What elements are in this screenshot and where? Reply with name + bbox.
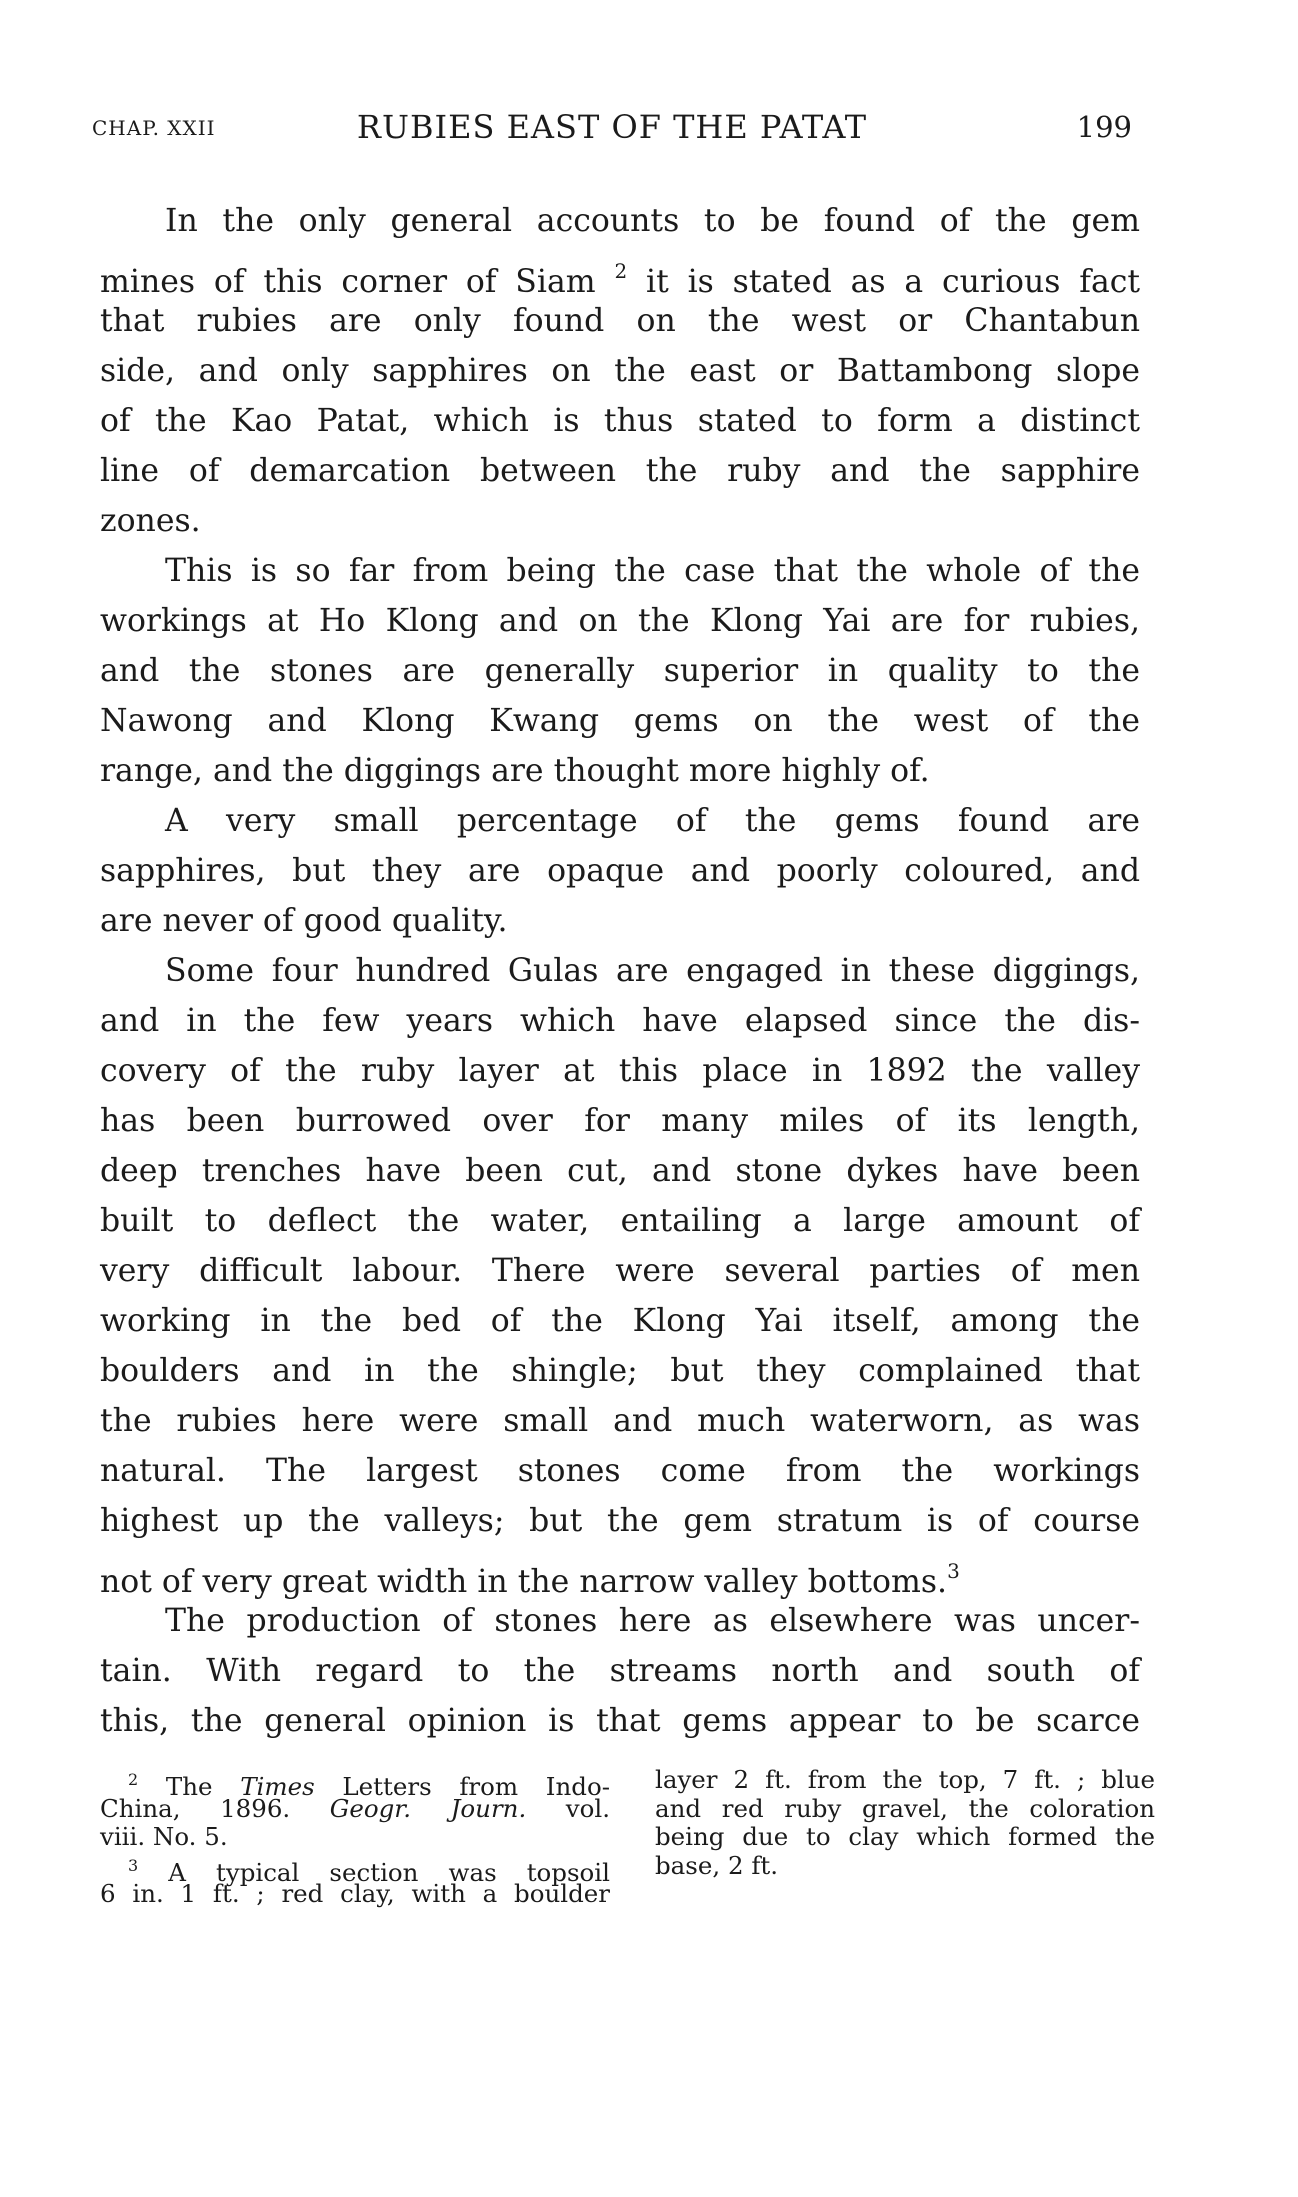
text-line: The production of stones here as elsewhere was uncer- bbox=[165, 1603, 1140, 1639]
paragraph-1 bbox=[100, 196, 1140, 546]
text-line: of the Kao Patat, which is thus stated to form a distinct bbox=[100, 403, 1140, 439]
text-fragment: it is stated as a curious fact bbox=[646, 264, 1141, 300]
body-text bbox=[100, 196, 1140, 1746]
text-line: very difficult labour. There were several parties of men bbox=[100, 1253, 1140, 1289]
footnote-3-line: 6 in. 1 ft. ; red clay, with a boulder bbox=[100, 1879, 610, 1908]
chapter-label: CHAP. XXII bbox=[92, 116, 216, 140]
running-title: RUBIES EAST OF THE PATAT bbox=[356, 108, 868, 146]
text-line: range, and the diggings are thought more highly of. bbox=[100, 753, 930, 789]
paragraph-5 bbox=[100, 1596, 1140, 1746]
text-line: side, and only sapphires on the east or Battambong slope bbox=[100, 353, 1140, 389]
footnotes-right-column bbox=[655, 1766, 1155, 1880]
text-fragment: China, 1896. bbox=[100, 1793, 330, 1823]
page-number: 199 bbox=[1076, 110, 1132, 144]
text-line: Some four hundred Gulas are engaged in these diggings, bbox=[165, 953, 1140, 989]
footnotes-left-column bbox=[100, 1766, 610, 1909]
text-fragment: A typical section was topsoil bbox=[168, 1857, 610, 1887]
text-line: A very small percentage of the gems found are bbox=[165, 803, 1140, 839]
text-line: zones. bbox=[100, 503, 201, 539]
text-line: this, the general opinion is that gems appear to be scarce bbox=[100, 1703, 1140, 1739]
footnote-2-line bbox=[100, 1766, 610, 1801]
text-line: natural. The largest stones come from the workings bbox=[100, 1453, 1140, 1489]
footnote-3-line bbox=[100, 1852, 610, 1887]
text-line: In the only general accounts to be found of the gem bbox=[165, 203, 1140, 239]
footnote-3-line: being due to clay which formed the bbox=[655, 1822, 1155, 1851]
running-header bbox=[92, 108, 1132, 148]
text-line: built to deflect the water, entailing a large amount of bbox=[100, 1203, 1140, 1239]
footnote-3-line: and red ruby gravel, the coloration bbox=[655, 1793, 1155, 1823]
footnote-3-line: base, 2 ft. bbox=[655, 1850, 779, 1880]
text-line: covery of the ruby layer at this place in 1892 the valley bbox=[100, 1053, 1140, 1089]
text-line: are never of good quality. bbox=[100, 903, 508, 939]
footnote-marker-3: 3 bbox=[128, 1855, 139, 1875]
text-line: and in the few years which have elapsed since the dis- bbox=[100, 1003, 1140, 1039]
text-fragment: Letters from Indo- bbox=[314, 1772, 610, 1801]
text-line: sapphires, but they are opaque and poorly coloured, and bbox=[100, 853, 1140, 889]
text-line: working in the bed of the Klong Yai itself, among the bbox=[100, 1303, 1140, 1339]
paragraph-4 bbox=[100, 946, 1140, 1600]
paragraph-3 bbox=[100, 796, 1140, 946]
footnote-ref-3: 3 bbox=[947, 1559, 960, 1583]
text-fragment: not of very great width in the narrow valley bottoms. bbox=[100, 1564, 948, 1600]
text-line: tain. With regard to the streams north and south of bbox=[100, 1653, 1140, 1689]
text-line: the rubies here were small and much waterworn, as was bbox=[100, 1403, 1140, 1439]
paragraph-2 bbox=[100, 546, 1140, 796]
footnote-3-line: layer 2 ft. from the top, 7 ft. ; blue bbox=[655, 1765, 1155, 1794]
footnote-2-line bbox=[100, 1795, 610, 1824]
italic-text: Times bbox=[240, 1772, 315, 1801]
text-line: deep trenches have been cut, and stone dykes have been bbox=[100, 1153, 1140, 1189]
footnote-2-line: viii. No. 5. bbox=[100, 1822, 228, 1851]
text-line bbox=[100, 1546, 1140, 1600]
text-fragment: mines of this corner of Siam bbox=[100, 264, 596, 300]
footnote-marker-2: 2 bbox=[128, 1770, 139, 1789]
text-line: This is so far from being the case that the whole of the bbox=[165, 553, 1140, 589]
italic-text: Geogr. Journ. bbox=[329, 1793, 527, 1823]
text-line: line of demarcation between the ruby and the sapphire bbox=[100, 453, 1140, 489]
text-line: Nawong and Klong Kwang gems on the west of the bbox=[100, 703, 1140, 739]
text-fragment: vol. bbox=[526, 1793, 610, 1823]
text-line: boulders and in the shingle; but they complained that bbox=[100, 1353, 1140, 1389]
text-line: and the stones are generally superior in quality to the bbox=[100, 653, 1140, 689]
text-fragment: The bbox=[165, 1772, 241, 1801]
text-line bbox=[100, 246, 1141, 300]
text-line: workings at Ho Klong and on the Klong Yai are for rubies, bbox=[100, 603, 1140, 639]
text-line: has been burrowed over for many miles of its length, bbox=[100, 1103, 1140, 1139]
footnote-ref-2: 2 bbox=[614, 259, 628, 283]
text-line: highest up the valleys; but the gem stratum is of course bbox=[100, 1503, 1140, 1539]
text-line: that rubies are only found on the west or Chantabun bbox=[100, 303, 1140, 339]
